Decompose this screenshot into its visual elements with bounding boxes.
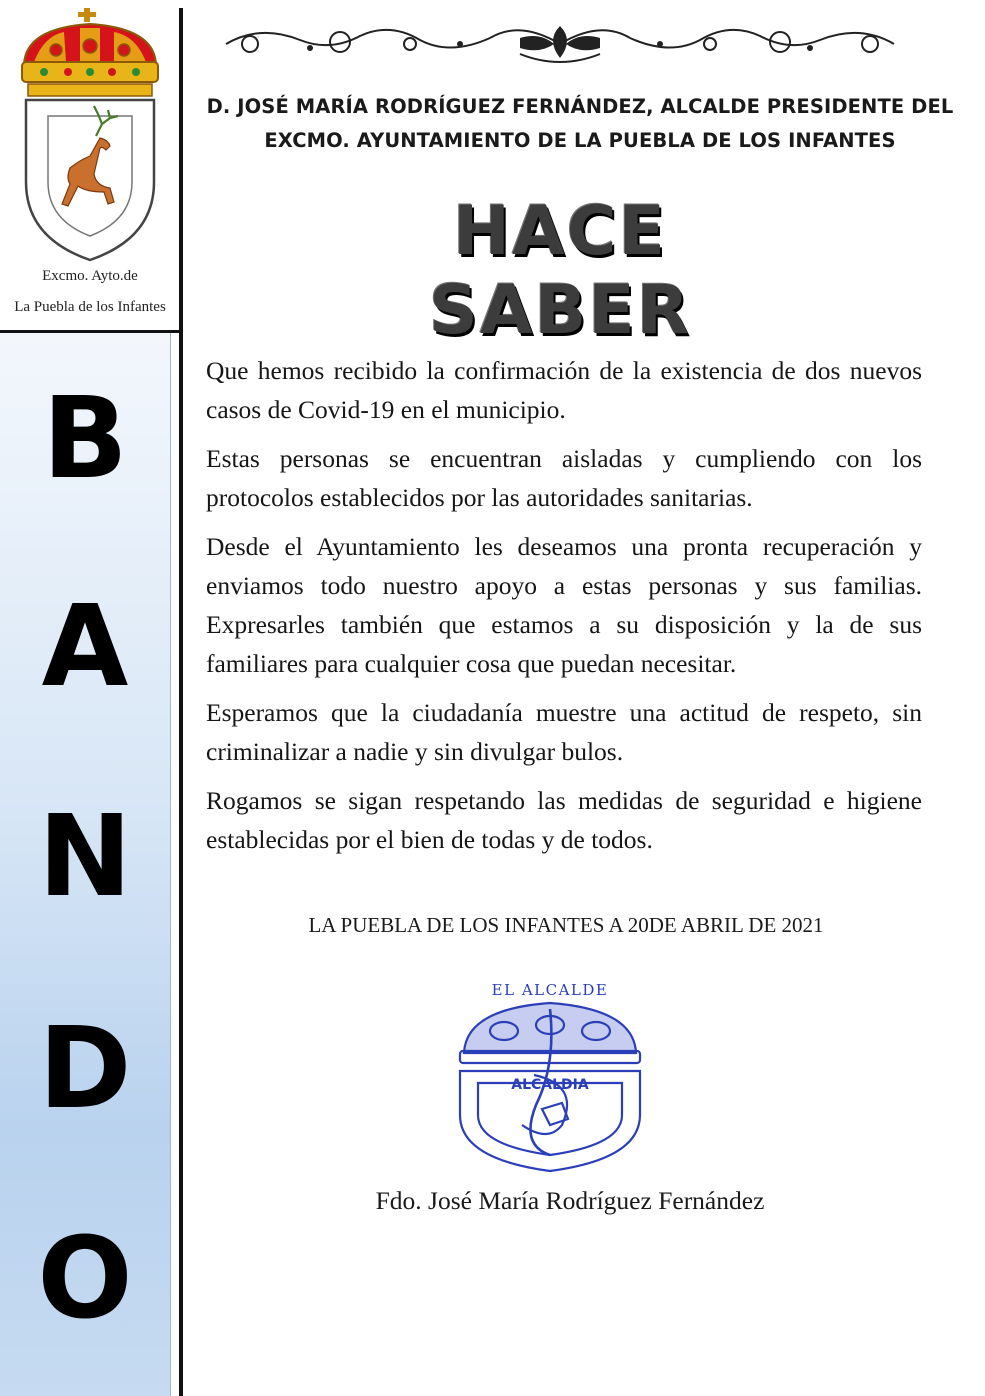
stamp-middle-text: ALCALDIA	[511, 1077, 589, 1093]
paragraph: Desde el Ayuntamiento les deseamos una pronta recuperación y enviamos todo nuestro apoyo a estas personas y sus familias. Expresarles también que estamos a su disposición y la de sus familiares para cualquier cosa que puedan necesitar.	[206, 532, 922, 678]
paragraph: Esperamos que la ciudadanía muestre una actitud de respeto, sin criminalizar a nadie y sin divulgar bulos.	[206, 698, 922, 766]
bando-letter-b: B	[42, 374, 128, 504]
paragraph: Que hemos recibido la confirmación de la existencia de dos nuevos casos de Covid-19 en el municipio.	[206, 356, 922, 424]
header-line-1: D. JOSÉ MARÍA RODRÍGUEZ FERNÁNDEZ, ALCALDE PRESIDENTE DEL	[206, 95, 954, 118]
dateline: LA PUEBLA DE LOS INFANTES A 20DE ABRIL DE 2021	[308, 913, 824, 937]
bando-letter-n: N	[38, 792, 132, 922]
crest-caption-line1: Excmo. Ayto.de	[42, 268, 138, 284]
paragraph: Rogamos se sigan respetando las medidas de seguridad e higiene establecidas por el bien de todas y de todos.	[206, 786, 922, 854]
page-title: HACE SABER	[428, 192, 692, 350]
stamp-top-text: EL ALCALDE	[491, 981, 609, 999]
bando-sidebar	[0, 333, 171, 1396]
signature-line: Fdo. José María Rodríguez Fernández	[375, 1186, 765, 1215]
bando-letter-a: A	[41, 582, 129, 712]
mayor-stamp	[430, 975, 670, 1180]
crown-icon	[22, 8, 158, 96]
bando-letter-o: O	[37, 1214, 133, 1344]
coat-of-arms-icon	[14, 6, 166, 262]
paragraph: Estas personas se encuentran aisladas y cumpliendo con los protocolos establecidos por las autoridades sanitarias.	[206, 444, 922, 512]
official-stamp-icon	[430, 975, 670, 1175]
crest-caption-line2: La Puebla de los Infantes	[14, 299, 166, 315]
flourish-ornament-icon	[220, 14, 900, 74]
announcement-body	[206, 351, 922, 869]
header-line-2: EXCMO. AYUNTAMIENTO DE LA PUEBLA DE LOS INFANTES	[264, 129, 896, 152]
bando-letter-d: D	[38, 1004, 132, 1134]
vertical-divider	[179, 8, 183, 1396]
municipal-crest	[0, 0, 180, 330]
